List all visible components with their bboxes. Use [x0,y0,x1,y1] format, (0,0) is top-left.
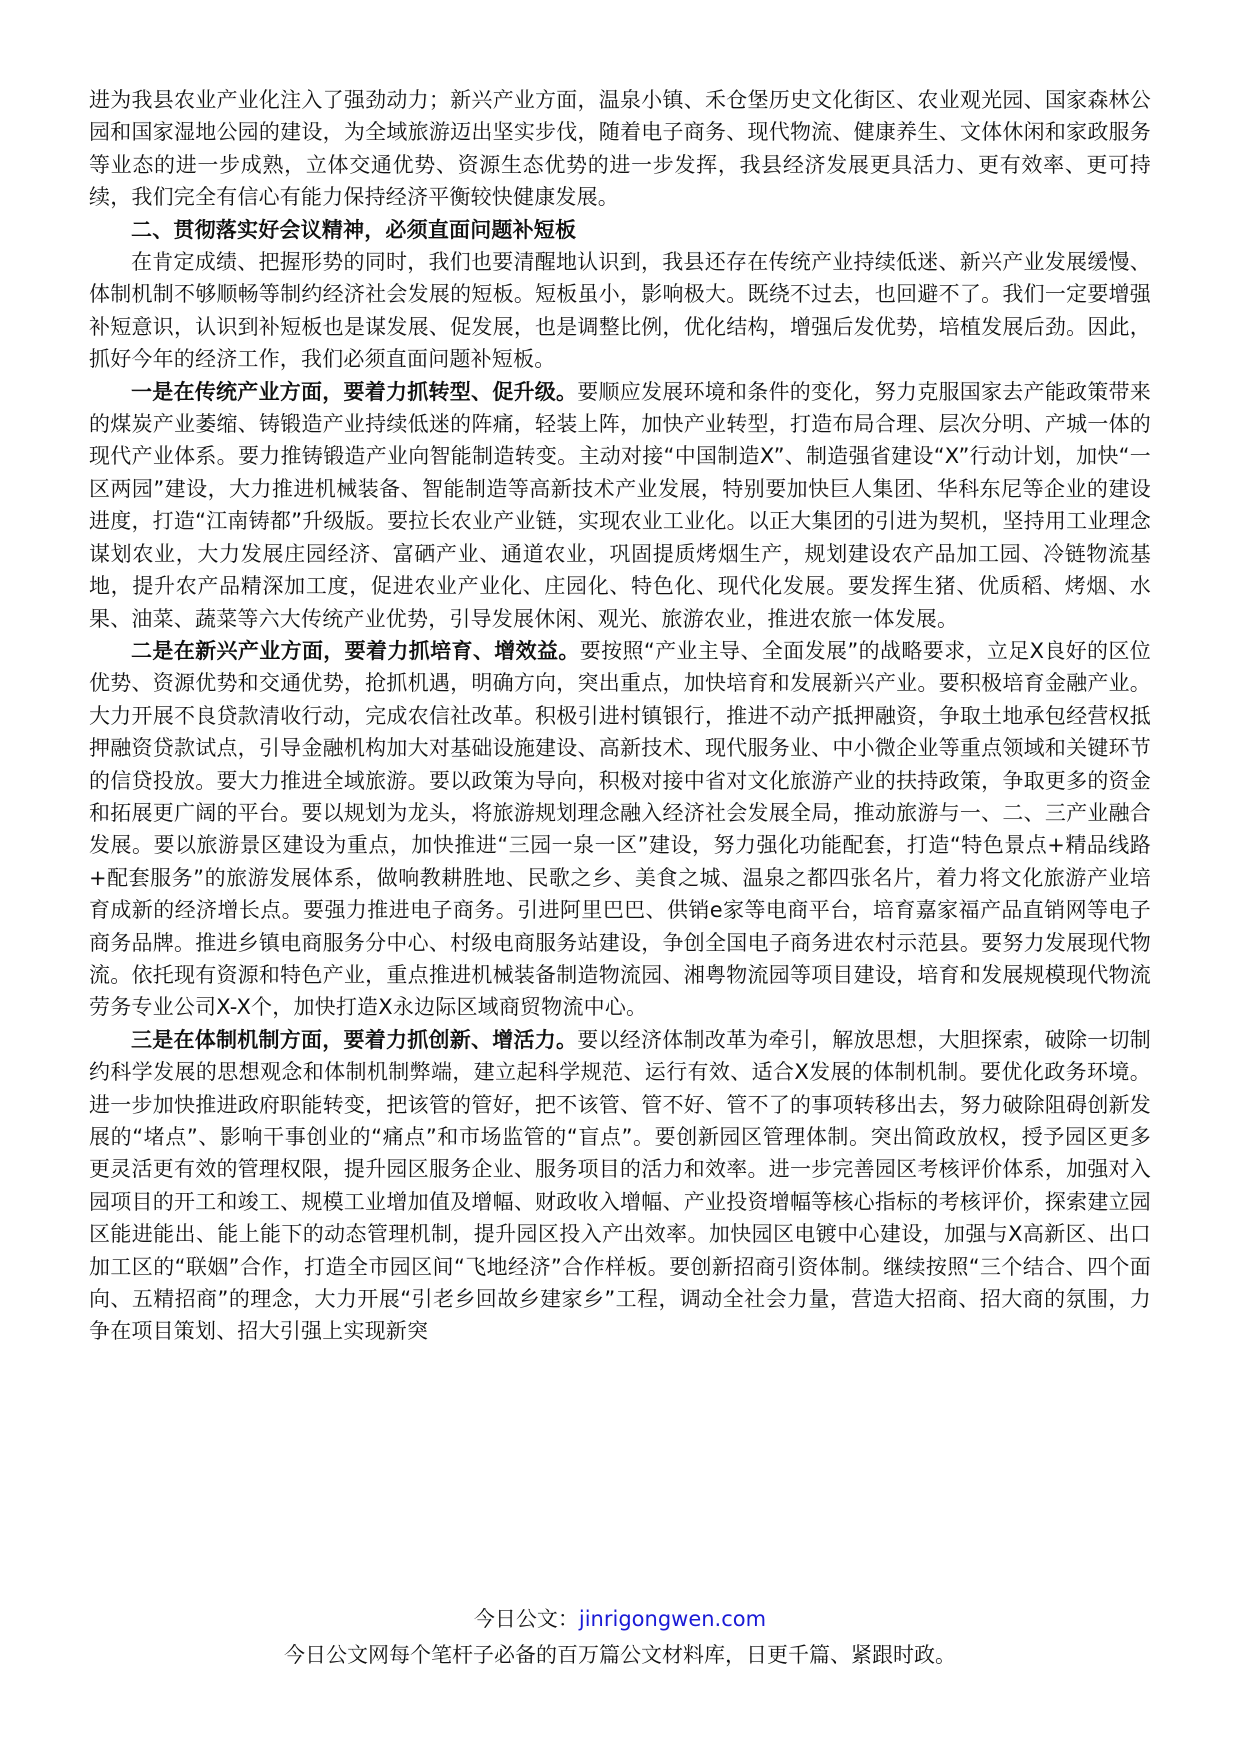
paragraph-continuation: 进为我县农业产业化注入了强劲动力；新兴产业方面，温泉小镇、禾仓堡历史文化街区、农业观光园、国家森林公园和国家湿地公园的建设，为全域旅游迈出坚实步伐，随着电子商务、现代物流、健康养生、文体休闲和家政服务等业态的进一步成熟，立体交通优势、资源生态优势的进一步发挥，我县经济发展更具活力、更有效率、更可持续，我们完全有信心有能力保持经济平衡较快健康发展。 [89,88,1151,210]
paragraph-traditional-industry [89,376,1151,635]
paragraph-text: 要以经济体制改革为牵引，解放思想，大胆探索，破除一切制约科学发展的思想观念和体制机制弊端，建立起科学规范、运行有效、适合X发展的体制机制。要优化政务环境。进一步加快推进政府职能转变，把该管的管好，把不该管、管不好、管不了的事项转移出去，努力破除阻碍创新发展的“堵点”、影响干事创业的“痛点”和市场监管的“盲点”。要创新园区管理体制。突出简政放权，授予园区更多更灵活更有效的管理权限，提升园区服务企业、服务项目的活力和效率。进一步完善园区考核评价体系，加强对入园项目的开工和竣工、规模工业增加值及增幅、财政收入增幅、产业投资增幅等核心指标的考核评价，探索建立园区能进能出、能上能下的动态管理机制，提升园区投入产出效率。加快园区电镀中心建设，加强与X高新区、出口加工区的“联姻”合作，打造全市园区间“飞地经济”合作样板。要创新招商引资体制。继续按照“三个结合、四个面向、五精招商”的理念，大力开展“引老乡回故乡建家乡”工程，调动全社会力量，营造大招商、招大商的氛围，力争在项目策划、招大引强上实现新突 [89,1027,1152,1344]
document-body [89,84,1151,1348]
section-heading: 二、贯彻落实好会议精神，必须直面问题补短板 [131,217,577,242]
paragraph-lead: 三是在体制机制方面，要着力抓创新、增活力。 [131,1027,578,1052]
footer-site-link[interactable]: jinrigongwen.com [578,1607,767,1631]
paragraph-lead: 二是在新兴产业方面，要着力抓培育、增效益。 [131,638,580,663]
paragraph-lead: 一是在传统产业方面，要着力抓转型、促升级。 [131,379,578,404]
paragraph-text: 要按照“产业主导、全面发展”的战略要求，立足X良好的区位优势、资源优势和交通优势，抢抓机遇，明确方向，突出重点，加快培育和发展新兴产业。要积极培育金融产业。大力开展不良贷款清收行动，完成农信社改革。积极引进村镇银行，推进不动产抵押融资，争取土地承包经营权抵押融资贷款试点，引导金融机构加大对基础设施建设、高新技术、现代服务业、中小微企业等重点领域和关键环节的信贷投放。要大力推进全域旅游。要以政策为导向，积极对接中省对文化旅游产业的扶持政策，争取更多的资金和拓展更广阔的平台。要以规划为龙头，将旅游规划理念融入经济社会发展全局，推动旅游与一、二、三产业融合发展。要以旅游景区建设为重点，加快推进“三园一泉一区”建设，努力强化功能配套，打造“特色景点+精品线路+配套服务”的旅游发展体系，做响教耕胜地、民歌之乡、美食之城、温泉之都四张名片，着力将文化旅游产业培育成新的经济增长点。要强力推进电子商务。引进阿里巴巴、供销e家等电商平台，培育嘉家福产品直销网等电子商务品牌。推进乡镇电商服务分中心、村级电商服务站建设，争创全国电子商务进农村示范县。要努力发展现代物流。依托现有资源和特色产业，重点推进机械装备制造物流园、湘粤物流园等项目建设，培育和发展规模现代物流劳务专业公司X-X个，加快打造X永边际区域商贸物流中心。 [89,638,1151,1020]
paragraph-text: 要顺应发展环境和条件的变化，努力克服国家去产能政策带来的煤炭产业萎缩、铸锻造产业持续低迷的阵痛，轻装上阵，加快产业转型，打造布局合理、层次分明、产城一体的现代产业体系。要力推铸锻造产业向智能制造转变。主动对接“中国制造X”、制造强省建设“X”行动计划，加快“一区两园”建设，大力推进机械装备、智能制造等高新技术产业发展，特别要加快巨人集团、华科东尼等企业的建设进度，打造“江南铸都”升级版。要拉长农业产业链，实现农业工业化。以正大集团的引进为契机，坚持用工业理念谋划农业，大力发展庄园经济、富硒产业、通道农业，巩固提质烤烟生产，规划建设农产品加工园、冷链物流基地，提升农产品精深加工度，促进农业产业化、庄园化、特色化、现代化发展。要发挥生猪、优质稻、烤烟、水果、油菜、蔬菜等六大传统产业优势，引导发展休闲、观光、旅游农业，推进农旅一体发展。 [89,379,1152,631]
paragraph-emerging-industry [89,635,1151,1024]
footer-slogan: 今日公文网每个笔杆子必备的百万篇公文材料库，日更千篇、紧跟时政。 [284,1643,956,1667]
paragraph-institutional-mechanism [89,1024,1151,1348]
footer-site-label: 今日公文： [473,1607,579,1631]
footer-source [0,1603,1240,1633]
paragraph-intro: 在肯定成绩、把握形势的同时，我们也要清醒地认识到，我县还存在传统产业持续低迷、新兴产业发展缓慢、体制机制不够顺畅等制约经济社会发展的短板。短板虽小，影响极大。既绕不过去，也回避不了。我们一定要增强补短意识，认识到补短板也是谋发展、促发展，也是调整比例，优化结构，增强后发优势，培植发展后劲。因此，抓好今年的经济工作，我们必须直面问题补短板。 [89,250,1151,372]
